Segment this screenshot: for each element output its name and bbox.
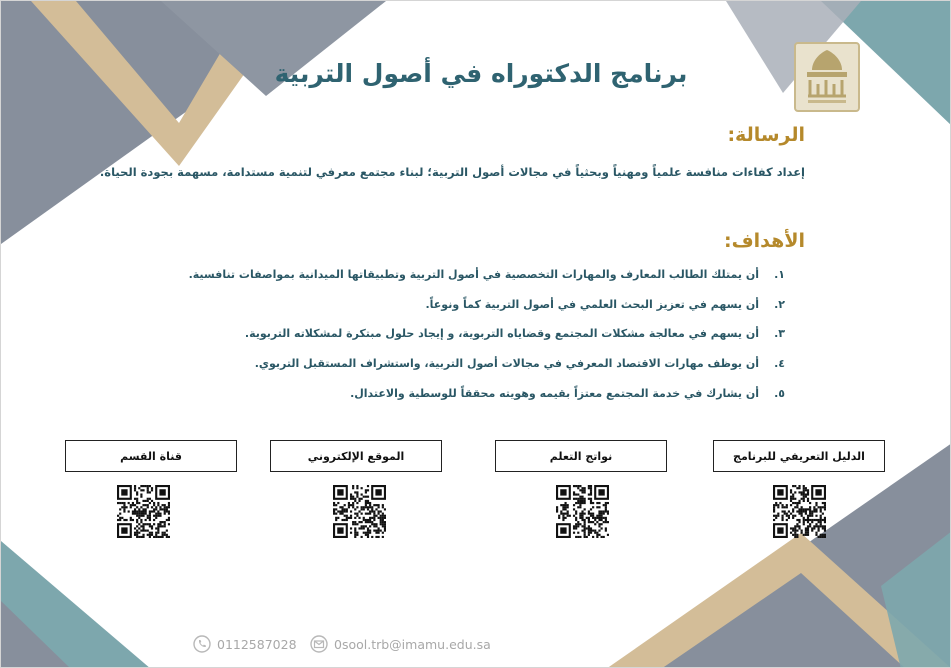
goal-number: ٥. <box>774 386 785 400</box>
goal-number: ٤. <box>774 357 785 371</box>
goal-item <box>165 267 785 297</box>
mission-heading: الرسالة: <box>727 124 805 146</box>
goal-item <box>165 356 785 386</box>
phone-number: 0112587028 <box>217 636 297 652</box>
email-contact <box>310 635 491 653</box>
program-guide-link[interactable]: الدليل التعريفي للبرنامج <box>713 440 885 472</box>
website-qr-icon[interactable] <box>333 485 386 538</box>
goals-heading: الأهداف: <box>724 230 805 252</box>
phone-icon <box>193 635 211 653</box>
page-title: برنامج الدكتوراه في أصول التربية <box>274 59 688 88</box>
university-logo <box>794 42 860 112</box>
goal-text: أن يسهم في تعزيز البحث العلمي في أصول التربية كماً ونوعاً. <box>425 297 759 311</box>
learning-outcomes-link[interactable]: نواتج التعلم <box>495 440 667 472</box>
goal-text: أن يوظف مهارات الاقتصاد المعرفي في مجالات أصول التربية، واستشراف المستقبل التربوي. <box>254 357 759 371</box>
goal-item <box>165 326 785 356</box>
mission-text: إعداد كفاءات منافسة علمياً ومهنياً وبحثياً في مجالات أصول التربية؛ لبناء مجتمع معرفي لتنمية مستدامة، مسهمة بجودة الحياة. <box>99 165 805 179</box>
goal-text: أن يمتلك الطالب المعارف والمهارات التخصصية في أصول التربية وتطبيقاتها الميدانية بمواصفات تنافسية. <box>188 268 759 281</box>
email-icon <box>310 635 328 653</box>
department-channel-qr-icon[interactable] <box>117 485 170 538</box>
goal-item <box>165 386 785 416</box>
website-link[interactable]: الموقع الإلكتروني <box>270 440 442 472</box>
goal-text: أن يشارك في خدمة المجتمع معتزاً بقيمه وهويته محققاً للوسطية والاعتدال. <box>350 386 759 400</box>
goals-list <box>165 267 785 415</box>
goal-text: أن يسهم في معالجة مشكلات المجتمع وقضاياه التربوية، و إيجاد حلول مبتكرة لمشكلاته التربوية. <box>244 327 759 341</box>
phone-contact <box>193 635 297 653</box>
goal-number: ٣. <box>774 327 785 341</box>
goal-number: ٢. <box>774 297 785 311</box>
department-channel-link[interactable]: قناة القسم <box>65 440 237 472</box>
goal-item <box>165 297 785 327</box>
goal-number: ١. <box>774 268 785 281</box>
email-address[interactable]: 0sool.trb@imamu.edu.sa <box>334 636 491 652</box>
program-guide-qr-icon[interactable] <box>773 485 826 538</box>
learning-outcomes-qr-icon[interactable] <box>556 485 609 538</box>
